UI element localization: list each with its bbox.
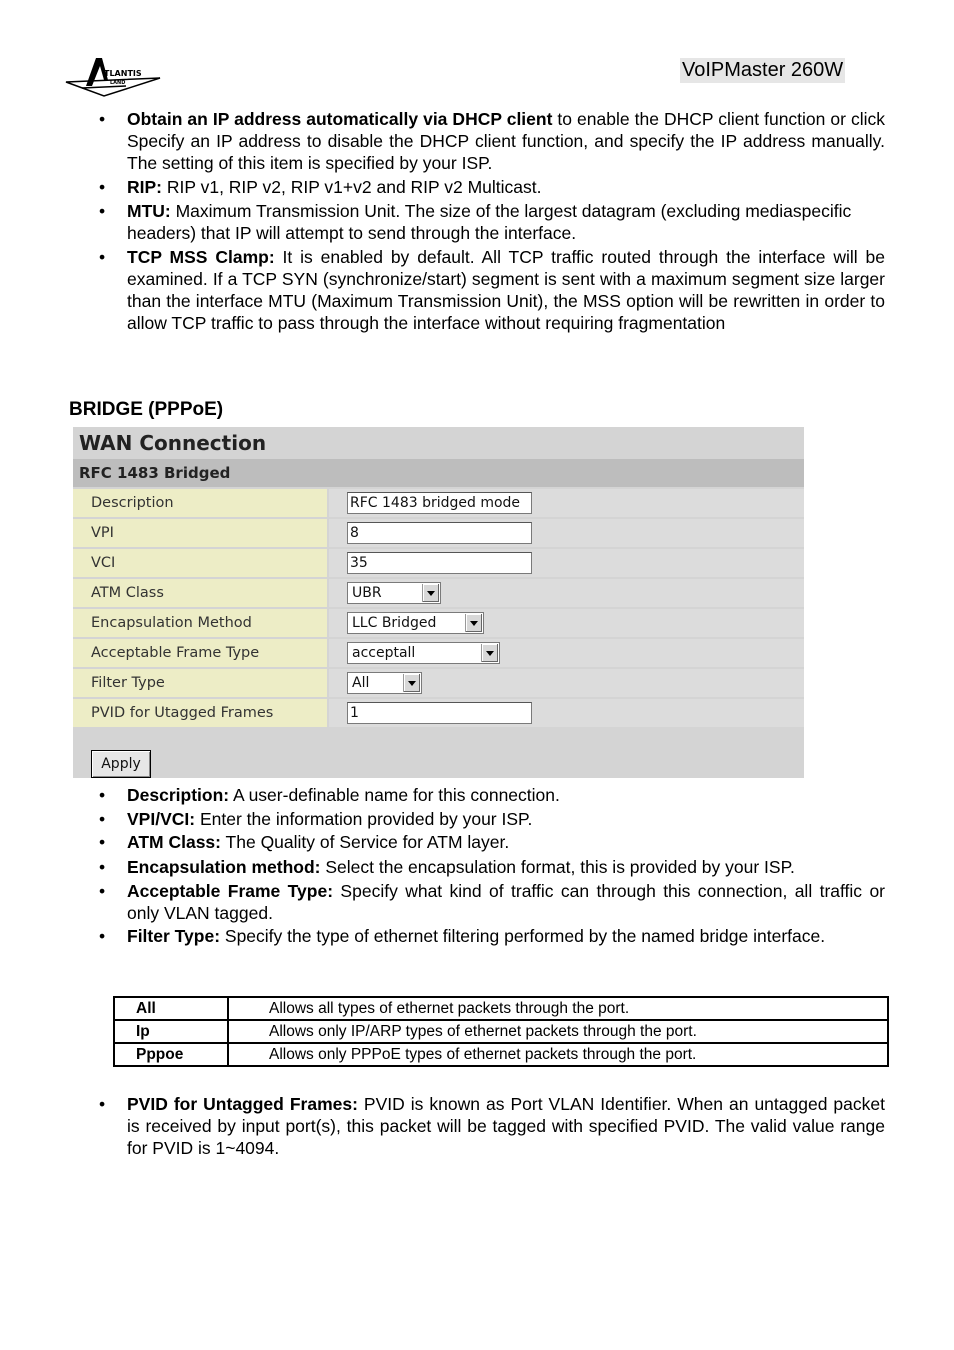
bullet-text: PVID is known as Port VLAN Identifier. When an untagged packet is received by input port(s), this packet will be tagged with specified PVID. The valid value range for PVID is 1~4094. [127,1094,885,1158]
dropdown-arrow-icon[interactable] [403,674,420,692]
bullet-text: A user-definable name for this connection. [229,785,560,805]
encapsulation-value: LLC Bridged [352,615,437,631]
apply-area [73,730,804,778]
list-item [97,808,885,830]
dropdown-arrow-icon[interactable] [481,644,498,662]
dropdown-arrow-icon[interactable] [422,584,439,602]
bullet-icon: • [99,926,106,946]
bullet-term: Description: [127,785,230,805]
bullet-text: RIP v1, RIP v2, RIP v1+v2 and RIP v2 Multicast. [162,177,542,197]
pvid-label: PVID for Utagged Frames [73,699,327,727]
bullet-icon: • [99,201,106,221]
frame-type-select[interactable] [347,642,500,664]
form-row-vpi [73,519,804,547]
bullet-text: Specify the type of ethernet filtering performed by the named bridge interface. [220,926,826,946]
dropdown-arrow-icon[interactable] [465,614,482,632]
form-row-pvid [73,699,804,727]
table-row [114,1043,888,1066]
atm-class-label: ATM Class [73,579,327,607]
table-row [114,1020,888,1043]
bullet-term: MTU: [127,201,171,221]
form-row-filter-type [73,669,804,697]
bullet-text: Maximum Transmission Unit. The size of the largest datagram (excluding mediaspecific headers) that IP will attempt to send through the interface. [127,201,852,243]
bullet-icon: • [99,857,106,877]
bullet-term: VPI/VCI: [127,808,196,829]
wan-connection-panel [73,427,804,778]
vpi-label: VPI [73,519,327,547]
frame-type-label: Acceptable Frame Type [73,639,327,667]
bullet-term: Encapsulation method: [127,857,321,877]
bullet-term: Acceptable Frame Type: [127,880,334,901]
bullet-icon: • [99,880,106,901]
panel-subtitle: RFC 1483 Bridged [73,459,804,487]
list-item [97,784,885,806]
encapsulation-label: Encapsulation Method [73,609,327,637]
bullet-icon: • [99,1094,106,1114]
list-item [97,176,885,198]
apply-button[interactable]: Apply [91,750,151,778]
table-row [114,997,888,1020]
panel-title: WAN Connection [73,427,804,459]
list-item [97,246,885,334]
filter-type-label: Filter Type [73,669,327,697]
svg-text:LAND: LAND [110,80,126,86]
filter-type-value: All [352,675,370,691]
bullet-icon: • [99,109,106,129]
bullet-icon: • [99,247,106,267]
filter-type-table [113,996,889,1067]
bullet-text: Enter the information provided by your ISP. [195,808,533,829]
atm-class-select[interactable] [347,582,441,604]
list-item [97,880,885,924]
pvid-bullet-list [97,1093,885,1159]
atm-class-value: UBR [352,585,382,601]
bullet-icon: • [99,177,106,197]
bullet-text: It is enabled by default. All TCP traffic routed through the interface will be examined. If a TCP SYN (synchronize/start) segment is sent with a maximum segment size larger than the interface MTU (Maximum Transmission Unit), the MSS option will be rewritten in order to allow TCP traffic to pass through the interface without requiring fragmentation [127,247,885,333]
bullet-icon: • [99,785,106,805]
description-input[interactable]: RFC 1483 bridged mode [347,492,532,514]
table-cell-desc: Allows only PPPoE types of ethernet packets through the port. [228,1043,888,1066]
form-row-vci [73,549,804,577]
list-item [97,831,885,853]
bullet-text: Select the encapsulation format, this is provided by your ISP. [320,857,795,877]
table-cell-key: All [114,997,228,1020]
settings-bullet-list [97,108,885,336]
encapsulation-select[interactable] [347,612,484,634]
vpi-input[interactable]: 8 [347,522,532,544]
table-cell-key: Pppoe [114,1043,228,1066]
form-row-atm-class [73,579,804,607]
bullet-term: PVID for Untagged Frames: [127,1094,358,1114]
vci-label: VCI [73,549,327,577]
list-item [97,108,885,174]
list-item [97,1093,885,1159]
bullet-term: Obtain an IP address automatically via DHCP client [127,109,553,129]
vci-input[interactable]: 35 [347,552,532,574]
section-title: BRIDGE (PPPoE) [69,399,224,420]
bullet-icon: • [99,808,106,829]
pvid-input[interactable]: 1 [347,702,532,724]
bullet-term: ATM Class: [127,832,221,852]
list-item [97,200,885,244]
bullet-text: The Quality of Service for ATM layer. [221,832,510,852]
atlantis-logo [64,52,164,100]
bullet-term: Filter Type: [127,926,221,946]
bullet-text: to enable the DHCP client function or click Specify an IP address to disable the DHCP client function, and specify the IP address manually. The setting of this item is specified by your ISP. [127,109,886,173]
product-name: VoIPMaster 260W [682,59,844,81]
list-item [97,925,885,947]
bullet-text: Specify what kind of traffic can through this connection, all traffic or only VLAN tagged. [127,880,885,923]
description-label: Description [73,489,327,517]
filter-type-select[interactable] [347,672,422,694]
svg-text:TLANTIS: TLANTIS [104,69,142,78]
form-row-encapsulation [73,609,804,637]
form-row-description [73,489,804,517]
form-row-frame-type [73,639,804,667]
bullet-term: TCP MSS Clamp: [127,247,275,267]
bullet-term: RIP: [127,177,162,197]
field-bullet-list [97,784,885,949]
bullet-icon: • [99,832,106,852]
list-item [97,856,885,878]
table-cell-desc: Allows all types of ethernet packets through the port. [228,997,888,1020]
table-cell-key: Ip [114,1020,228,1043]
table-cell-desc: Allows only IP/ARP types of ethernet packets through the port. [228,1020,888,1043]
frame-type-value: acceptall [352,645,416,661]
